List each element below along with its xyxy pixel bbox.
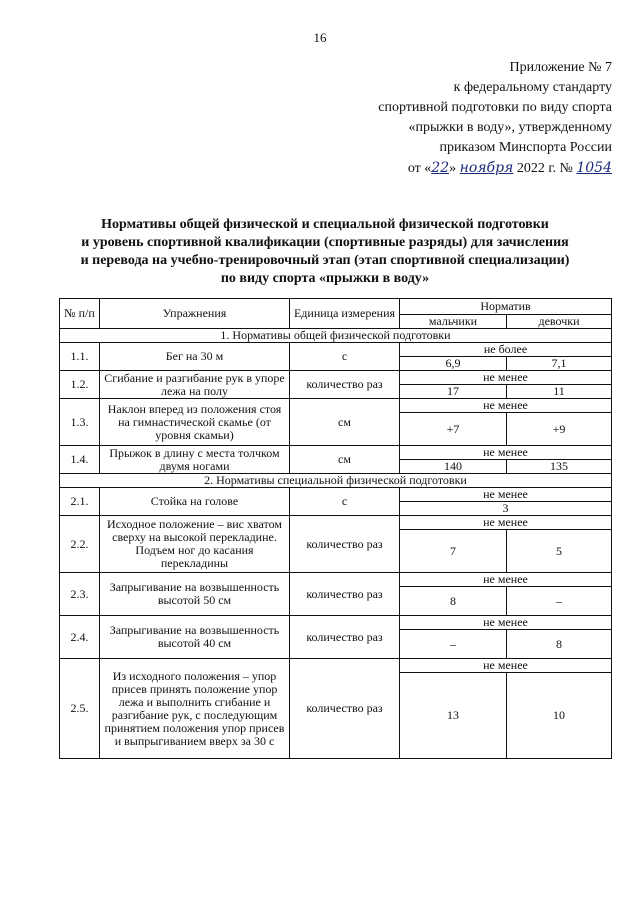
row-condition: не менее bbox=[400, 659, 612, 673]
row-girls: +9 bbox=[507, 413, 612, 446]
row-unit: см bbox=[290, 446, 400, 474]
row-condition: не менее bbox=[400, 616, 612, 630]
row-both: 3 bbox=[400, 502, 612, 516]
handwritten-number: 1054 bbox=[576, 160, 612, 176]
table-row bbox=[60, 659, 612, 673]
table-row bbox=[60, 399, 612, 413]
title-line: и уровень спортивной квалификации (спортивные разряды) для зачисления bbox=[81, 235, 569, 250]
row-boys: 140 bbox=[400, 460, 507, 474]
date-mid: » bbox=[449, 161, 457, 176]
title-line: по виду спорта «прыжки в воду» bbox=[220, 271, 430, 286]
appendix-line: «прыжки в воду», утвержденному bbox=[408, 120, 612, 135]
title-line: и перевода на учебно-тренировочный этап (этап спортивной специализации) bbox=[80, 253, 570, 268]
header-unit: Единица измерения bbox=[290, 299, 400, 329]
row-unit: см bbox=[290, 399, 400, 446]
row-unit: количество раз bbox=[290, 516, 400, 573]
row-girls: 8 bbox=[507, 630, 612, 659]
header-num: № п/п bbox=[60, 299, 100, 329]
section-row bbox=[60, 474, 612, 488]
row-girls: 135 bbox=[507, 460, 612, 474]
section-row bbox=[60, 329, 612, 343]
section-title: 1. Нормативы общей физической подготовки bbox=[60, 329, 612, 343]
row-num: 2.2. bbox=[60, 516, 100, 573]
row-boys: 8 bbox=[400, 587, 507, 616]
row-girls: 11 bbox=[507, 385, 612, 399]
header-norm: Норматив bbox=[400, 299, 612, 315]
appendix-line: к федеральному стандарту bbox=[453, 80, 612, 95]
row-boys: 7 bbox=[400, 530, 507, 573]
row-boys: 6,9 bbox=[400, 357, 507, 371]
row-boys: 13 bbox=[400, 673, 507, 759]
row-girls: 10 bbox=[507, 673, 612, 759]
header-girls: девочки bbox=[507, 315, 612, 329]
header-row bbox=[60, 299, 612, 315]
row-exercise: Исходное положение – вис хватом сверху на высокой перекладине. Подъем ног до касания перекладины bbox=[100, 516, 290, 573]
table-row bbox=[60, 446, 612, 460]
page-number: 16 bbox=[313, 30, 327, 45]
table-row bbox=[60, 371, 612, 385]
row-condition: не более bbox=[400, 343, 612, 357]
row-num: 2.1. bbox=[60, 488, 100, 516]
row-condition: не менее bbox=[400, 573, 612, 587]
row-exercise: Запрыгивание на возвышенность высотой 40 см bbox=[100, 616, 290, 659]
appendix-header bbox=[312, 58, 612, 179]
appendix-line: приказом Минспорта России bbox=[439, 140, 612, 155]
row-girls: 5 bbox=[507, 530, 612, 573]
row-exercise: Стойка на голове bbox=[100, 488, 290, 516]
row-girls: – bbox=[507, 587, 612, 616]
table-row bbox=[60, 488, 612, 502]
row-num: 2.3. bbox=[60, 573, 100, 616]
row-exercise: Запрыгивание на возвышенность высотой 50 см bbox=[100, 573, 290, 616]
row-num: 1.1. bbox=[60, 343, 100, 371]
row-unit: с bbox=[290, 343, 400, 371]
row-exercise: Наклон вперед из положения стоя на гимнастической скамье (от уровня скамьи) bbox=[100, 399, 290, 446]
date-year: 2022 г. № bbox=[516, 161, 573, 176]
table-row bbox=[60, 516, 612, 530]
table-row bbox=[60, 573, 612, 587]
row-boys: – bbox=[400, 630, 507, 659]
norms-table bbox=[59, 298, 612, 759]
date-prefix: от « bbox=[407, 161, 432, 176]
appendix-line: спортивной подготовки по виду спорта bbox=[378, 100, 612, 115]
row-num: 1.2. bbox=[60, 371, 100, 399]
row-exercise: Бег на 30 м bbox=[100, 343, 290, 371]
order-date-line bbox=[312, 158, 612, 179]
row-unit: количество раз bbox=[290, 616, 400, 659]
row-num: 2.4. bbox=[60, 616, 100, 659]
row-condition: не менее bbox=[400, 399, 612, 413]
row-girls: 7,1 bbox=[507, 357, 612, 371]
document-title bbox=[40, 216, 610, 288]
header-exercise: Упражнения bbox=[100, 299, 290, 329]
row-exercise: Из исходного положения – упор присев принять положение упор лежа и выполнить сгибание и разгибание рук, с последующим принятием положения упор присев и выпрыгиванием вверх за 30 с bbox=[100, 659, 290, 759]
row-boys: 17 bbox=[400, 385, 507, 399]
section-title: 2. Нормативы специальной физической подготовки bbox=[60, 474, 612, 488]
row-unit: количество раз bbox=[290, 573, 400, 616]
row-condition: не менее bbox=[400, 371, 612, 385]
row-exercise: Прыжок в длину с места толчком двумя ногами bbox=[100, 446, 290, 474]
row-condition: не менее bbox=[400, 516, 612, 530]
appendix-line: Приложение № 7 bbox=[509, 60, 612, 75]
row-num: 1.3. bbox=[60, 399, 100, 446]
row-condition: не менее bbox=[400, 488, 612, 502]
row-unit: с bbox=[290, 488, 400, 516]
row-num: 2.5. bbox=[60, 659, 100, 759]
row-unit: количество раз bbox=[290, 371, 400, 399]
handwritten-day: 22 bbox=[431, 160, 450, 176]
row-condition: не менее bbox=[400, 446, 612, 460]
row-exercise: Сгибание и разгибание рук в упоре лежа на полу bbox=[100, 371, 290, 399]
table-row bbox=[60, 616, 612, 630]
row-num: 1.4. bbox=[60, 446, 100, 474]
title-line: Нормативы общей физической и специальной физической подготовки bbox=[101, 217, 549, 232]
row-boys: +7 bbox=[400, 413, 507, 446]
handwritten-month: ноября bbox=[459, 160, 514, 176]
header-boys: мальчики bbox=[400, 315, 507, 329]
row-unit: количество раз bbox=[290, 659, 400, 759]
table-row bbox=[60, 343, 612, 357]
